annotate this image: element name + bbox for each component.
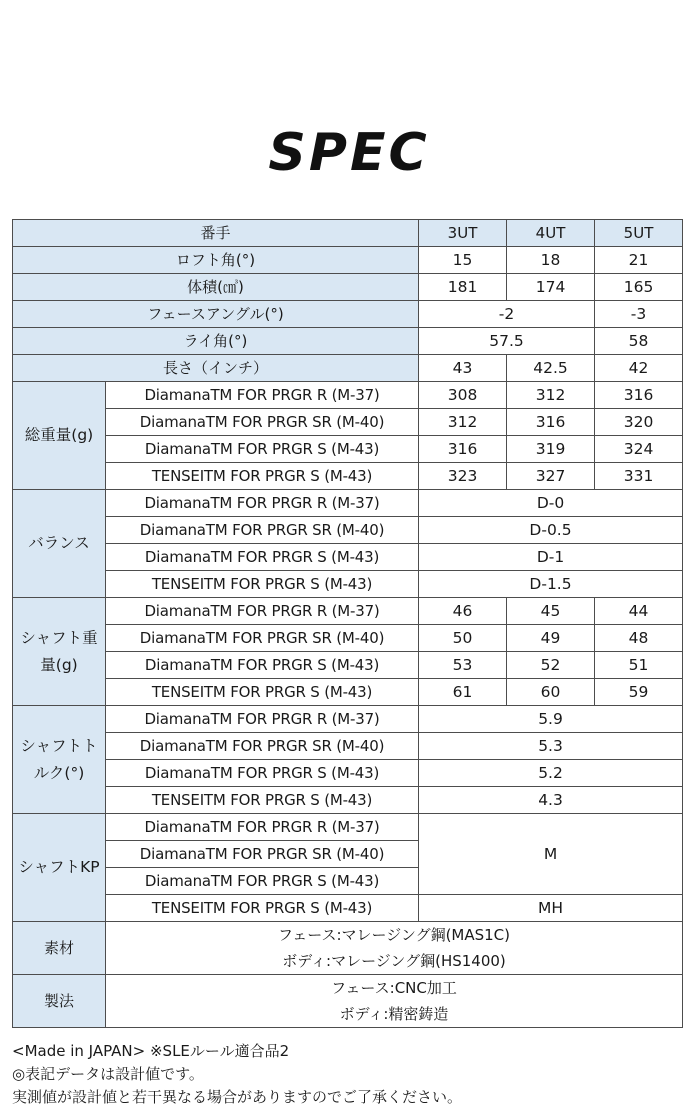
lie-row xyxy=(13,328,683,355)
total-weight-label: 総重量(g) xyxy=(13,382,106,490)
manufacturing-row xyxy=(13,975,683,1028)
material-label: 素材 xyxy=(13,922,106,975)
balance-value: D-1 xyxy=(419,544,683,571)
total-weight-row xyxy=(13,436,683,463)
material-line2: ボディ:マレージング鋼(HS1400) xyxy=(282,952,506,970)
shaft-weight-label-line1: シャフト重 xyxy=(20,628,98,647)
material-value xyxy=(106,922,683,975)
loft-label: ロフト角(°) xyxy=(13,247,419,274)
total-weight-value: 324 xyxy=(595,436,683,463)
total-weight-value: 319 xyxy=(507,436,595,463)
shaft-name: DiamanaTM FOR PRGR SR (M-40) xyxy=(106,625,419,652)
shaft-weight-value: 52 xyxy=(507,652,595,679)
total-weight-value: 323 xyxy=(419,463,507,490)
volume-row xyxy=(13,274,683,301)
club-5ut: 5UT xyxy=(595,220,683,247)
header-label: 番手 xyxy=(13,220,419,247)
total-weight-value: 312 xyxy=(419,409,507,436)
shaft-name: DiamanaTM FOR PRGR SR (M-40) xyxy=(106,841,419,868)
shaft-name: DiamanaTM FOR PRGR SR (M-40) xyxy=(106,409,419,436)
face-angle-value: -3 xyxy=(595,301,683,328)
total-weight-value: 331 xyxy=(595,463,683,490)
shaft-weight-row xyxy=(13,625,683,652)
shaft-name: TENSEITM FOR PRGR S (M-43) xyxy=(106,787,419,814)
shaft-name: DiamanaTM FOR PRGR SR (M-40) xyxy=(106,517,419,544)
shaft-kp-row xyxy=(13,895,683,922)
manufacturing-value xyxy=(106,975,683,1028)
notes xyxy=(12,1040,462,1109)
shaft-weight-value: 60 xyxy=(507,679,595,706)
shaft-name: TENSEITM FOR PRGR S (M-43) xyxy=(106,463,419,490)
spec-table xyxy=(12,219,683,1028)
total-weight-value: 327 xyxy=(507,463,595,490)
total-weight-value: 316 xyxy=(419,436,507,463)
shaft-weight-row xyxy=(13,652,683,679)
face-angle-value: -2 xyxy=(419,301,595,328)
lie-value: 57.5 xyxy=(419,328,595,355)
shaft-weight-value: 48 xyxy=(595,625,683,652)
manufacturing-line2: ボディ:精密鋳造 xyxy=(339,1005,449,1023)
shaft-weight-label xyxy=(13,598,106,706)
balance-row xyxy=(13,544,683,571)
shaft-name: DiamanaTM FOR PRGR S (M-43) xyxy=(106,652,419,679)
loft-row xyxy=(13,247,683,274)
total-weight-row xyxy=(13,409,683,436)
shaft-torque-row xyxy=(13,706,683,733)
note-line: ◎表記データは設計値です。 xyxy=(12,1065,204,1083)
shaft-torque-label-line2: ルク(°) xyxy=(33,763,85,782)
shaft-name: DiamanaTM FOR PRGR S (M-43) xyxy=(106,436,419,463)
total-weight-value: 308 xyxy=(419,382,507,409)
shaft-name: DiamanaTM FOR PRGR S (M-43) xyxy=(106,868,419,895)
length-value: 42.5 xyxy=(507,355,595,382)
volume-value: 174 xyxy=(507,274,595,301)
shaft-torque-value: 5.9 xyxy=(419,706,683,733)
material-line1: フェース:マレージング鋼(MAS1C) xyxy=(277,926,511,944)
shaft-torque-row xyxy=(13,787,683,814)
shaft-kp-label: シャフトKP xyxy=(13,814,106,922)
balance-label: バランス xyxy=(13,490,106,598)
shaft-weight-value: 45 xyxy=(507,598,595,625)
shaft-torque-label-line1: シャフトト xyxy=(20,736,98,755)
shaft-weight-value: 44 xyxy=(595,598,683,625)
manufacturing-line1: フェース:CNC加工 xyxy=(331,979,457,997)
shaft-torque-value: 5.3 xyxy=(419,733,683,760)
shaft-weight-value: 50 xyxy=(419,625,507,652)
shaft-weight-value: 49 xyxy=(507,625,595,652)
total-weight-row xyxy=(13,463,683,490)
lie-value: 58 xyxy=(595,328,683,355)
total-weight-value: 316 xyxy=(595,382,683,409)
shaft-kp-row xyxy=(13,814,683,841)
shaft-torque-row xyxy=(13,733,683,760)
balance-row xyxy=(13,571,683,598)
header-row xyxy=(13,220,683,247)
loft-value: 21 xyxy=(595,247,683,274)
loft-value: 15 xyxy=(419,247,507,274)
shaft-name: DiamanaTM FOR PRGR R (M-37) xyxy=(106,598,419,625)
shaft-torque-value: 5.2 xyxy=(419,760,683,787)
total-weight-value: 312 xyxy=(507,382,595,409)
volume-value: 181 xyxy=(419,274,507,301)
balance-row xyxy=(13,517,683,544)
total-weight-row xyxy=(13,382,683,409)
shaft-weight-row xyxy=(13,598,683,625)
length-row xyxy=(13,355,683,382)
shaft-name: DiamanaTM FOR PRGR R (M-37) xyxy=(106,382,419,409)
balance-value: D-1.5 xyxy=(419,571,683,598)
shaft-name: DiamanaTM FOR PRGR S (M-43) xyxy=(106,544,419,571)
shaft-weight-value: 53 xyxy=(419,652,507,679)
total-weight-value: 320 xyxy=(595,409,683,436)
face-angle-row xyxy=(13,301,683,328)
shaft-name: DiamanaTM FOR PRGR S (M-43) xyxy=(106,760,419,787)
shaft-name: DiamanaTM FOR PRGR R (M-37) xyxy=(106,490,419,517)
balance-row xyxy=(13,490,683,517)
volume-value: 165 xyxy=(595,274,683,301)
shaft-name: TENSEITM FOR PRGR S (M-43) xyxy=(106,679,419,706)
balance-value: D-0 xyxy=(419,490,683,517)
shaft-name: TENSEITM FOR PRGR S (M-43) xyxy=(106,895,419,922)
balance-value: D-0.5 xyxy=(419,517,683,544)
total-weight-value: 316 xyxy=(507,409,595,436)
shaft-weight-label-line2: 量(g) xyxy=(40,655,78,674)
note-line: 実測値が設計値と若干異なる場合がありますのでご了承ください。 xyxy=(12,1088,463,1106)
shaft-torque-value: 4.3 xyxy=(419,787,683,814)
shaft-weight-value: 59 xyxy=(595,679,683,706)
note-line: <Made in JAPAN> ※SLEルール適合品2 xyxy=(12,1042,290,1060)
shaft-torque-row xyxy=(13,760,683,787)
face-angle-label: フェースアングル(°) xyxy=(13,301,419,328)
length-value: 42 xyxy=(595,355,683,382)
club-4ut: 4UT xyxy=(507,220,595,247)
volume-label: 体積(㎤) xyxy=(13,274,419,301)
club-3ut: 3UT xyxy=(419,220,507,247)
shaft-weight-value: 61 xyxy=(419,679,507,706)
shaft-torque-label xyxy=(13,706,106,814)
lie-label: ライ角(°) xyxy=(13,328,419,355)
page-title: SPEC xyxy=(268,123,430,183)
shaft-weight-row xyxy=(13,679,683,706)
manufacturing-label: 製法 xyxy=(13,975,106,1028)
material-row xyxy=(13,922,683,975)
length-label: 長さ（インチ） xyxy=(13,355,419,382)
shaft-kp-value: MH xyxy=(419,895,683,922)
shaft-name: DiamanaTM FOR PRGR R (M-37) xyxy=(106,706,419,733)
shaft-name: DiamanaTM FOR PRGR R (M-37) xyxy=(106,814,419,841)
shaft-name: DiamanaTM FOR PRGR SR (M-40) xyxy=(106,733,419,760)
shaft-weight-value: 46 xyxy=(419,598,507,625)
shaft-kp-value: M xyxy=(419,814,683,895)
length-value: 43 xyxy=(419,355,507,382)
loft-value: 18 xyxy=(507,247,595,274)
shaft-weight-value: 51 xyxy=(595,652,683,679)
shaft-name: TENSEITM FOR PRGR S (M-43) xyxy=(106,571,419,598)
